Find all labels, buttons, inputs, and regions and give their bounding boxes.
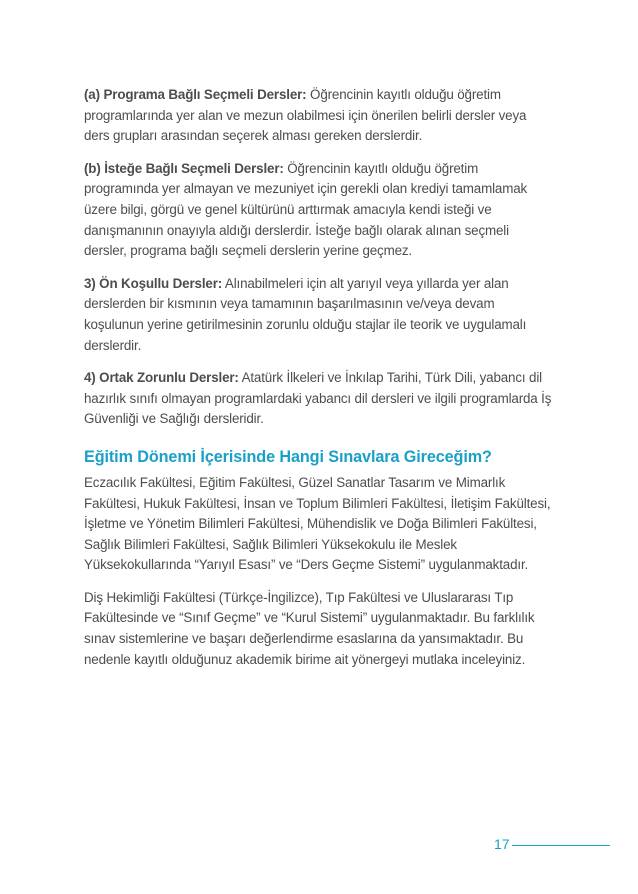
term-label: (a) Programa Bağlı Seçmeli Dersler: (84, 87, 307, 102)
page-number: 17 (494, 836, 510, 852)
paragraph-programa-bagli (84, 85, 554, 147)
paragraph-istege-bagli (84, 159, 554, 262)
term-label: 3) Ön Koşullu Dersler: (84, 275, 223, 291)
paragraph-text: Alınabilmeleri için alt yarıyıl veya yıllarda yer alan derslerden bir kısmının veya tamamının başarılmasının ve/veya devam koşulunun yerine getirilmesinin zorunlu olduğu stajlar ile teorik ve uygulamalı derslerdir. (84, 275, 527, 353)
section-body-paragraph-2: Diş Hekimliği Fakültesi (Türkçe-İngilizce), Tıp Fakültesi ve Uluslararası Tıp Fakültesinde ve “Sınıf Geçme” ve “Kurul Sistemi” uygulanmaktadır. Bu farklılık sınav sistemlerine ve başarı değerlendirme esaslarına da yansımaktadır. Bu nedenle kayıtlı olduğunuz akademik birime ait yönergeyi mutlaka inceleyiniz. (84, 589, 535, 667)
paragraph-text: Öğrencinin kayıtlı olduğu öğretim programlarında yer alan ve mezun olabilmesi için önerilen belirli dersler veya ders grupları arasından seçerek alması gereken derslerdir. (84, 87, 527, 144)
paragraph-text: Atatürk İlkeleri ve İnkılap Tarihi, Türk Dili, yabancı dil hazırlık sınıfı olmayan programlardaki yabancı dil dersleri ve ilgili programlarda İş Güvenliği ve Sağlığı dersleridir. (84, 370, 552, 427)
paragraph-text: Öğrencinin kayıtlı olduğu öğretim programında yer almayan ve mezuniyet için gerekli olan krediyi tamamlamak üzere bilgi, görgü ve genel kültürünü arttırmak amacıyla kendi isteği ve danışmanının onayıyla aldığı derslerdir. İsteğe bağlı olarak alınan seçmeli dersler, programa bağlı seçmeli derslerin yerine geçmez. (84, 160, 528, 259)
section-body-paragraph-1: Eczacılık Fakültesi, Eğitim Fakültesi, Güzel Sanatlar Tasarım ve Mimarlık Fakültesi, Hukuk Fakültesi, İnsan ve Toplum Bilimleri Fakültesi, İletişim Fakültesi, İşletme ve Yönetim Bilimleri Fakültesi, Mühendislik ve Doğa Bilimleri Fakültesi, Sağlık Bilimleri Fakültesi, Sağlık Bilimleri Yüksekokulu ile Meslek Yüksekokullarında “Yarıyıl Esası” ve “Ders Geçme Sistemi” uygulanmaktadır. (84, 474, 551, 573)
footer-rule (512, 845, 610, 846)
paragraph-on-kosullu (84, 274, 554, 356)
section-heading: Eğitim Dönemi İçerisinde Hangi Sınavlara Gireceğim? (84, 447, 492, 466)
page-content (84, 85, 554, 682)
term-label: (b) İsteğe Bağlı Seçmeli Dersler: (84, 160, 284, 176)
term-label: 4) Ortak Zorunlu Dersler: (84, 370, 239, 386)
paragraph-ortak-zorunlu (84, 368, 554, 430)
